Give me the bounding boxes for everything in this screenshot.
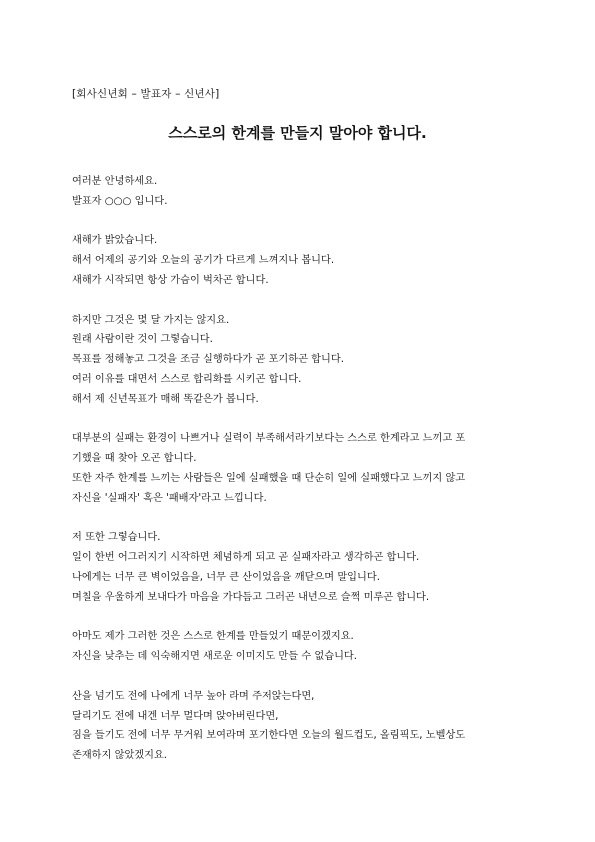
text-line: 새해가 밝았습니다. [72,235,158,247]
text-line: 짐을 들기도 전에 너무 무거워 보여라며 포기한다면 오늘의 월드컵도, 올림픽도, 노벨상도 [72,730,466,742]
text-line: 자신을 낮추는 데 익숙해지면 새로운 이미지도 만들 수 없습니다. [72,651,358,663]
text-line: 목표를 정해놓고 그것을 조금 실행하다가 곧 포기하곤 합니다. [72,354,344,366]
text-line: 달리기도 전에 내겐 너무 멀다며 앉아버린다면, [72,710,279,722]
paragraph-spacer [72,291,527,311]
text-line: 여러분 안녕하세요. [72,176,158,187]
document-body [72,172,527,766]
text-line: 며칠을 우울하게 보내다가 마음을 가다듬고 그러곤 내년으로 슬쩍 미루곤 합니다. [72,591,430,603]
text-line: 산을 넘기도 전에 나에게 너무 높아 라며 주저앉는다면, [72,690,315,702]
text-line: 여러 이유를 대면서 스스로 합리화를 시키곤 합니다. [72,373,302,385]
paragraph [72,687,527,766]
text-line: 아마도 제가 그러한 것은 스스로 한계를 만들었기 때문이겠지요. [72,631,354,643]
paragraph-spacer [72,667,527,687]
text-line: 대부분의 실패는 환경이 나쁘거나 실력이 부족해서라기보다는 스스로 한계라고 느끼고 포 [72,433,466,445]
text-line: 새해가 시작되면 항상 가슴이 벅차곤 합니다. [72,274,269,286]
paragraph-spacer [72,410,527,430]
paragraph [72,231,527,290]
text-line: 존재하지 않았겠지요. [72,750,168,762]
paragraph-spacer [72,212,527,232]
paragraph [72,528,527,607]
text-line: 나에게는 너무 큰 벽이었음을, 너무 큰 산이었음을 깨닫으며 말입니다. [72,571,380,583]
text-line: 해서 제 신년목표가 매해 똑같은가 봅니다. [72,393,259,405]
paragraph-spacer [72,509,527,529]
text-line: 해서 어제의 공기와 오늘의 공기가 다르게 느껴지나 봅니다. [72,255,335,267]
text-line: 또한 자주 한계를 느끼는 사람들은 일에 실패했을 때 단순히 일에 실패했다고 느끼지 않고 [72,472,466,484]
text-line: 저 또한 그렇습니다. [72,532,161,544]
paragraph [72,627,527,667]
text-line: 자신을 '실패자' 혹은 '패배자'라고 느낍니다. [72,492,267,504]
text-line: 기했을 때 찾아 오곤 합니다. [72,453,197,465]
paragraph [72,429,527,508]
text-line: 원래 사람이란 것이 그렇습니다. [72,334,213,346]
text-line: 일이 한번 어그러지기 시작하면 체념하게 되고 곧 실패자라고 생각하곤 합니다. [72,552,420,564]
paragraph-spacer [72,608,527,628]
header-tag: [회사신년회 – 발표자 – 신년사] [72,88,220,100]
page-title: 스스로의 한계를 만들지 말아야 합니다. [168,124,427,142]
paragraph [72,311,527,410]
text-line: 발표자 ○○○ 입니다. [72,195,168,207]
text-line: 하지만 그것은 몇 달 가지는 않지요. [72,314,230,326]
paragraph [72,172,527,212]
